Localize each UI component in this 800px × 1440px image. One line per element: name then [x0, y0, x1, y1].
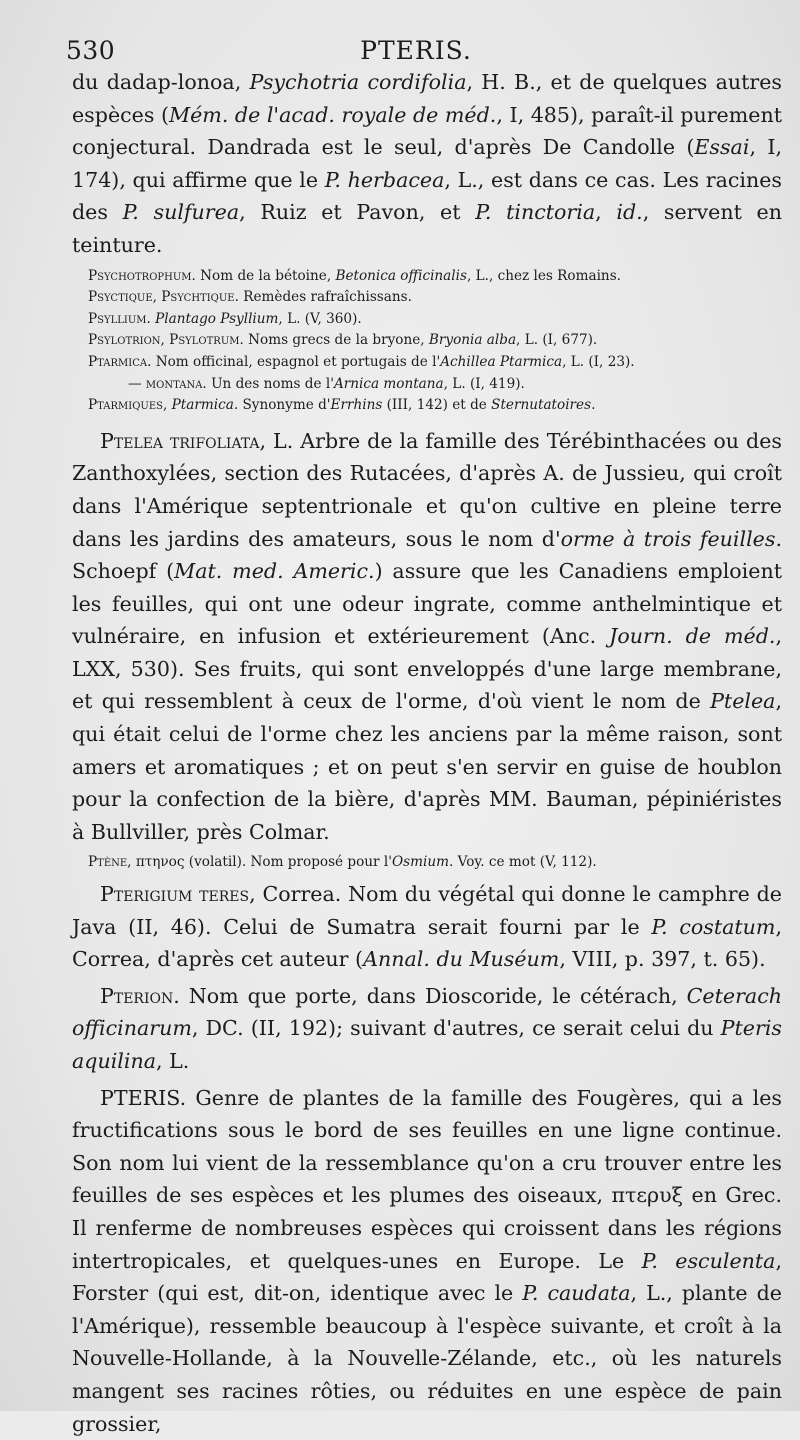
paragraph-pteris: PTERIS. Genre de plantes de la famille des Fougères, qui a les fructifications sous le bord de ses feuilles en une ligne continue. Son nom lui vient de la ressemblance qu'on a cru trouver entre les feuilles de ses espèces et les plumes des oiseaux, πτερυξ en Grec. Il renferme de nombreuses espèces qui croissent dans les régions intertropicales, et quelques-unes en Europe. Le P. esculenta, Forster (qui est, dit-on, identique avec le P. caudata, L., plante de l'Amérique), ressemble beaucoup à l'espèce suivante, et croît à la Nouvelle-Hollande, à la Nouvelle-Zélande, etc., où les naturels mangent ses racines rôties, ou réduites en une espèce de pain grossier, [72, 1085, 782, 1436]
paragraph-pterigium: Pterigium teres, Correa. Nom du végétal qui donne le camphre de Java (II, 46). Celui de Sumatra serait fourni par le P. costatum, Correa, d'après cet auteur (Annal. du Muséum, VIII, p. 397, t. 65). [72, 882, 782, 972]
entry-psylotrion: Psylotrion, Psylotrum. Noms grecs de la bryone, Bryonia alba, L. (I, 677). [88, 332, 598, 349]
entry-ptarmiques: Ptarmiques, Ptarmica. Synonyme d'Errhins (III, 142) et de Sternutatoires. [88, 397, 596, 414]
paragraph-psychotria: du dadap-lonoa, Psychotria cordifolia, H. B., et de quelques autres espèces (Mém. de l'acad. royale de méd., I, 485), paraît-il purement conjectural. Dandrada est le seul, d'après De Candolle (Essai, I, 174), qui affirme que le P. herbacea, L., est dans ce cas. Les racines des P. sulfurea, Ruiz et Pavon, et P. tinctoria, id., servent en teinture. [72, 70, 783, 257]
page-number: 530 [66, 36, 116, 65]
entry-psyctique: Psyctique, Psychtique. Remèdes rafraîchissans. [88, 289, 412, 306]
entry-ptene: Ptène, πτηνος (volatil). Nom proposé pour l'Osmium. Voy. ce mot (V, 112). [88, 854, 597, 871]
paragraph-ptelea: Ptelea trifoliata, L. Arbre de la famille des Térébinthacées ou des Zanthoxylées, section des Rutacées, d'après A. de Jussieu, qui croît dans l'Amérique septentrionale et qu'on cultive en pleine terre dans les jardins des amateurs, sous le nom d'orme à trois feuilles. Schoepf (Mat. med. Americ.) assure que les Canadiens emploient les feuilles, qui ont une odeur ingrate, comme anthelmintique et vulnéraire, en infusion et extérieurement (Anc. Journ. de méd., LXX, 530). Ses fruits, qui sont enveloppés d'une large membrane, et qui ressemblent à ceux de l'orme, d'où vient le nom de Ptelea, qui était celui de l'orme chez les anciens par la même raison, sont amers et aromatiques ; et on peut s'en servir en guise de houblon pour la confection de la bière, d'après MM. Bauman, pépiniéristes à Bullviller, près Colmar. [72, 428, 782, 844]
entry-psychotrophum: Psychotrophum. Nom de la bétoine, Betonica officinalis, L., chez les Romains. [88, 267, 621, 284]
running-title: PTERIS. [360, 36, 472, 65]
entry-psyllium: Psyllium. Plantago Psyllium, L. (V, 360). [88, 310, 362, 327]
entry-ptarmica-montana: — montana. Un des noms de l'Arnica montana, L. (I, 419). [128, 375, 525, 392]
page-body [72, 66, 782, 1440]
paragraph-pterion: Pterion. Nom que porte, dans Dioscoride, le cétérach, Ceterach officinarum, DC. (II, 192); suivant d'autres, ce serait celui du Pteris aquilina, L. [72, 983, 782, 1073]
entry-ptarmica: Ptarmica. Nom officinal, espagnol et portugais de l'Achillea Ptarmica, L. (I, 23). [88, 353, 635, 370]
